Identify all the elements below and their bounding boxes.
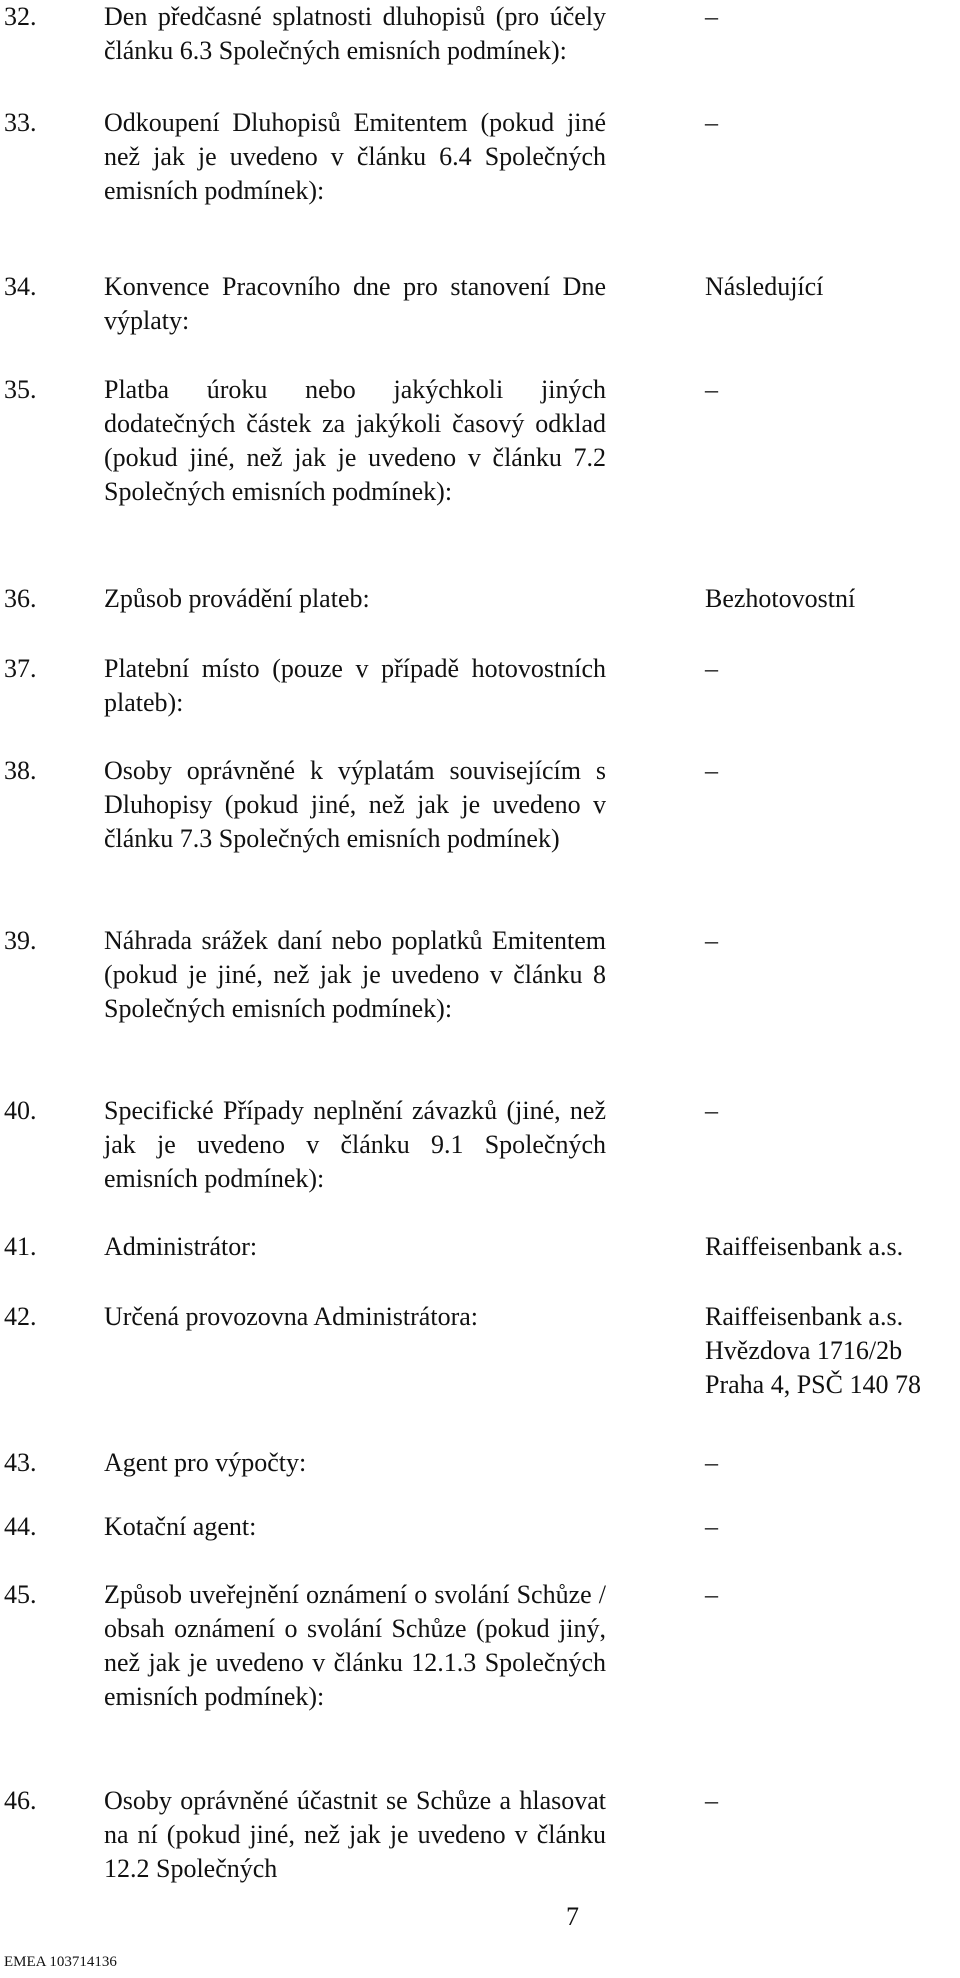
item-label: Náhrada srážek daní nebo poplatků Emitentem (pokud je jiné, než jak je uvedeno v článku 8 Společných emisních podmínek): bbox=[104, 926, 606, 1023]
item-number: 41. bbox=[4, 1232, 37, 1261]
item-label: Administrátor: bbox=[104, 1232, 258, 1261]
item-value: – bbox=[705, 756, 718, 785]
item-label: Platba úroku nebo jakýchkoli jiných dodatečných částek za jakýkoli časový odklad (pokud jiné, než jak je uvedeno v článku 7.2 Společných emisních podmínek): bbox=[104, 375, 606, 506]
item-value: Raiffeisenbank a.s. bbox=[705, 1232, 904, 1261]
item-value: – bbox=[705, 926, 718, 955]
item-label: Osoby oprávněné k výplatám souvisejícím s Dluhopisy (pokud jiné, než jak je uvedeno v článku 7.3 Společných emisních podmínek) bbox=[104, 756, 606, 853]
document-code: EMEA 103714136 bbox=[4, 1954, 117, 1970]
item-number: 45. bbox=[4, 1580, 37, 1609]
item-label: Platební místo (pouze v případě hotovostních plateb): bbox=[104, 654, 606, 717]
item-value: – bbox=[705, 375, 718, 404]
item-label: Určená provozovna Administrátora: bbox=[104, 1302, 478, 1331]
item-number: 38. bbox=[4, 756, 37, 785]
item-number: 33. bbox=[4, 108, 37, 137]
item-label: Konvence Pracovního dne pro stanovení Dne výplaty: bbox=[104, 272, 606, 335]
item-number: 32. bbox=[4, 2, 37, 31]
item-label: Způsob uveřejnění oznámení o svolání Schůze / obsah oznámení o svolání Schůze (pokud jiný, než jak je uvedeno v článku 12.1.3 Společných emisních podmínek): bbox=[104, 1580, 606, 1711]
item-number: 44. bbox=[4, 1512, 37, 1541]
item-label: Kotační agent: bbox=[104, 1512, 257, 1541]
item-value: Následující bbox=[705, 272, 824, 301]
item-number: 46. bbox=[4, 1786, 37, 1815]
item-label: Agent pro výpočty: bbox=[104, 1448, 307, 1477]
item-value: Bezhotovostní bbox=[705, 584, 856, 613]
item-number: 35. bbox=[4, 375, 37, 404]
item-value: – bbox=[705, 108, 718, 137]
item-number: 39. bbox=[4, 926, 37, 955]
item-value: – bbox=[705, 654, 718, 683]
item-value: – bbox=[705, 1512, 718, 1541]
item-label: Osoby oprávněné účastnit se Schůze a hlasovat na ní (pokud jiné, než jak je uvedeno v článku 12.2 Společných bbox=[104, 1786, 606, 1883]
item-value: Raiffeisenbank a.s. Hvězdova 1716/2b Praha 4, PSČ 140 78 bbox=[705, 1302, 921, 1399]
item-value: – bbox=[705, 1786, 718, 1815]
item-number: 36. bbox=[4, 584, 37, 613]
page-number: 7 bbox=[566, 1902, 579, 1931]
item-value: – bbox=[705, 1096, 718, 1125]
item-number: 43. bbox=[4, 1448, 37, 1477]
item-number: 37. bbox=[4, 654, 37, 683]
item-label: Specifické Případy neplnění závazků (jiné, než jak je uvedeno v článku 9.1 Společných emisních podmínek): bbox=[104, 1096, 606, 1193]
item-label: Způsob provádění plateb: bbox=[104, 584, 370, 613]
item-label: Den předčasné splatnosti dluhopisů (pro účely článku 6.3 Společných emisních podmínek): bbox=[104, 2, 606, 65]
item-label: Odkoupení Dluhopisů Emitentem (pokud jiné než jak je uvedeno v článku 6.4 Společných emisních podmínek): bbox=[104, 108, 606, 205]
item-number: 42. bbox=[4, 1302, 37, 1331]
item-number: 34. bbox=[4, 272, 37, 301]
item-value: – bbox=[705, 1580, 718, 1609]
item-value: – bbox=[705, 2, 718, 31]
item-value: – bbox=[705, 1448, 718, 1477]
item-number: 40. bbox=[4, 1096, 37, 1125]
